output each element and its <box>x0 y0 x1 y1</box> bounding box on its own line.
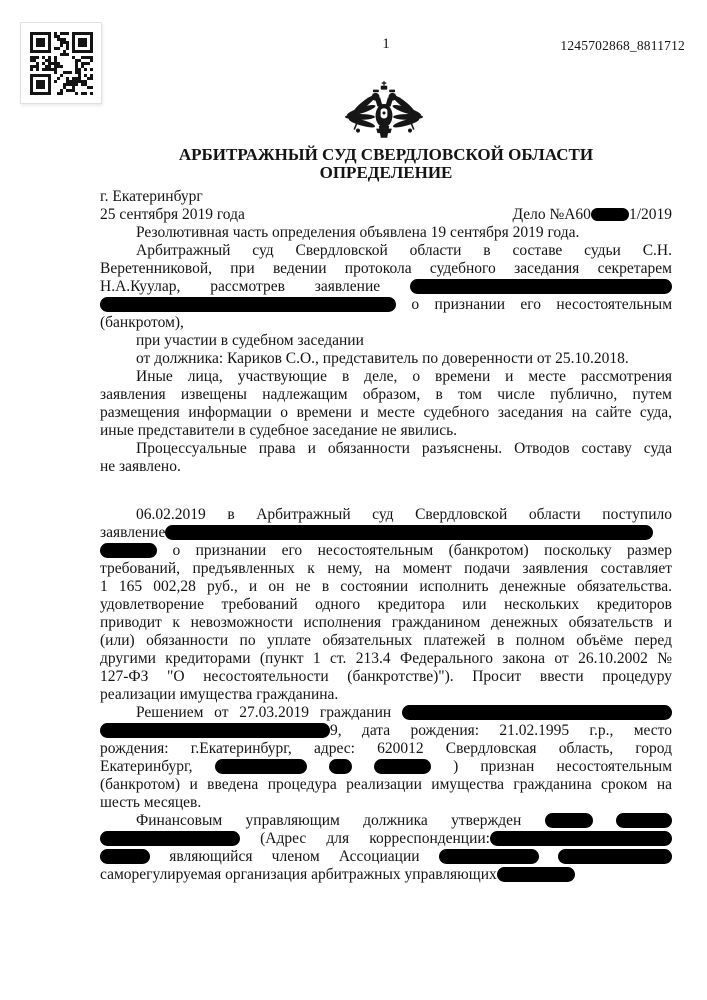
text-line <box>100 260 672 278</box>
text-segment: рассмотрев заявление <box>210 278 381 295</box>
qr-code-card <box>20 22 102 104</box>
text-segment: (или) обязанности по уплате обязательных платежей в полном объёме перед <box>100 632 672 649</box>
redaction-bar <box>616 813 672 828</box>
redaction-bar <box>402 705 672 720</box>
qr-code-icon <box>30 32 93 95</box>
redaction-bar <box>165 525 653 540</box>
text-line <box>100 866 672 884</box>
text-segment: Веретенниковой, при ведении протокола судебного заседания секретарем <box>100 260 672 277</box>
text-segment: (банкротом), <box>100 314 184 331</box>
text-line <box>100 224 672 242</box>
text-line <box>100 296 672 314</box>
text-line <box>100 704 672 722</box>
text-segment: приводит к невозможности исполнения гражданином денежных обязательств и <box>100 614 672 631</box>
text-segment: Финансовым управляющим должника утвержден <box>136 812 522 829</box>
redaction-bar <box>374 759 431 774</box>
text-line <box>100 686 672 704</box>
text-line <box>100 386 672 404</box>
text-segment: иные представители в судебное заседание не явились. <box>100 422 458 439</box>
redaction-bar <box>329 759 352 774</box>
text-line <box>100 848 672 866</box>
case-number-suffix: 1/2019 <box>628 206 672 223</box>
text-line <box>100 740 672 758</box>
text-line <box>100 422 672 440</box>
document-date: 25 сентября 2019 года <box>100 206 245 223</box>
text-segment: Решением от 27.03.2019 гражданин <box>136 704 392 721</box>
text-line <box>100 812 672 830</box>
text-segment: (банкротом) и введена процедура реализации имущества гражданина сроком на <box>100 776 672 793</box>
text-segment: саморегулируемая организация арбитражных управляющих <box>100 866 497 883</box>
redaction-bar <box>100 849 150 864</box>
page-number: 1 <box>382 36 390 52</box>
text-segment: другими кредиторами (пункт 1 ст. 213.4 Федерального закона от 26.10.2002 № <box>100 650 672 667</box>
text-segment: Н.А.Куулар, <box>100 278 181 295</box>
text-segment: Иные лица, участвующие в деле, о времени и месте рассмотрения <box>136 368 672 385</box>
redaction-bar <box>439 849 539 864</box>
text-line <box>100 722 672 740</box>
text-line <box>100 650 672 668</box>
redaction-bar <box>490 831 672 846</box>
text-line <box>100 596 672 614</box>
text-segment: о признании его несостоятельным (банкротом) поскольку размер <box>172 542 672 559</box>
text-line <box>100 404 672 422</box>
text-segment: требований, предъявленных к нему, на момент подачи заявления составляет <box>100 560 672 577</box>
text-segment: заявления извещены надлежащим образом, в том числе публично, путем <box>100 386 672 403</box>
text-line <box>100 314 672 332</box>
case-number-prefix: Дело №А60 <box>512 206 591 223</box>
coat-of-arms-icon <box>345 80 423 146</box>
text-segment: реализации имущества гражданина. <box>100 686 339 703</box>
redaction-bar <box>100 831 240 846</box>
redaction-bar <box>545 813 593 828</box>
document-id: 1245702868_8811712 <box>560 38 685 53</box>
redaction-bar <box>591 208 629 221</box>
text-segment: 06.02.2019 в Арбитражный суд Свердловской области поступило <box>136 506 672 523</box>
redaction-bar <box>100 543 157 558</box>
text-line <box>100 668 672 686</box>
text-line <box>100 758 672 776</box>
text-segment: не заявлено. <box>100 458 181 475</box>
redaction-bar <box>410 279 672 294</box>
city-line: г. Екатеринбург <box>100 188 203 205</box>
text-segment: Екатеринбург, <box>100 758 193 775</box>
text-segment: 9, дата рождения: 21.02.1995 г.р., место <box>330 722 672 739</box>
text-segment: при участии в судебном заседании <box>136 332 364 349</box>
text-line <box>100 830 672 848</box>
text-line <box>100 440 672 458</box>
text-segment: размещения информации о времени и месте судебного заседания на сайте суда, <box>100 404 672 421</box>
text-line <box>100 794 672 812</box>
text-segment: заявление <box>100 524 166 541</box>
document-body-column <box>100 146 672 884</box>
text-line <box>100 776 672 794</box>
text-line <box>100 278 672 296</box>
text-segment: Процессуальные права и обязанности разъяснены. Отводов составу суда <box>136 440 672 457</box>
text-line <box>100 524 672 542</box>
court-title: АРБИТРАЖНЫЙ СУД СВЕРДЛОВСКОЙ ОБЛАСТИ <box>178 145 594 164</box>
redaction-bar <box>215 759 307 774</box>
text-segment: ) признан несостоятельным <box>453 758 673 775</box>
text-segment: рождения: г.Екатеринбург, адрес: 620012 Свердловская область, город <box>100 740 672 757</box>
text-segment: от должника: Кариков С.О., представитель по доверенности от 25.10.2018. <box>136 350 629 367</box>
text-line <box>100 350 672 368</box>
text-segment: 127-ФЗ "О несостоятельности (банкротстве)"). Просит ввести процедуру <box>100 668 672 685</box>
text-segment: 1 165 002,28 руб., и он не в состоянии исполнить денежные обязательства. <box>100 578 672 595</box>
date-case-line <box>100 206 672 224</box>
text-line <box>100 632 672 650</box>
text-segment: (Адрес для корреспонденции: <box>260 830 490 847</box>
redaction-bar <box>558 849 672 864</box>
text-line <box>100 506 672 524</box>
text-segment: о признании его несостоятельным <box>411 296 672 313</box>
text-line <box>100 542 672 560</box>
text-line <box>100 368 672 386</box>
text-line <box>100 578 672 596</box>
document-body <box>100 224 672 884</box>
text-segment: являющийся членом Ассоциации <box>169 848 420 865</box>
text-line <box>100 242 672 260</box>
text-line <box>100 458 672 476</box>
redaction-bar <box>100 297 396 312</box>
redaction-bar <box>497 867 575 882</box>
text-line <box>100 332 672 350</box>
redaction-bar <box>100 723 330 738</box>
text-segment: удовлетворение требований одного кредитора или нескольких кредиторов <box>100 596 672 613</box>
document-type-title: ОПРЕДЕЛЕНИЕ <box>319 163 453 182</box>
text-segment: шесть месяцев. <box>100 794 202 811</box>
text-line <box>100 614 672 632</box>
text-line <box>100 560 672 578</box>
text-segment: Арбитражный суд Свердловской области в составе судьи С.Н. <box>136 242 672 259</box>
text-segment: Резолютивная часть определения объявлена 19 сентября 2019 года. <box>136 224 580 241</box>
case-number <box>512 206 672 224</box>
